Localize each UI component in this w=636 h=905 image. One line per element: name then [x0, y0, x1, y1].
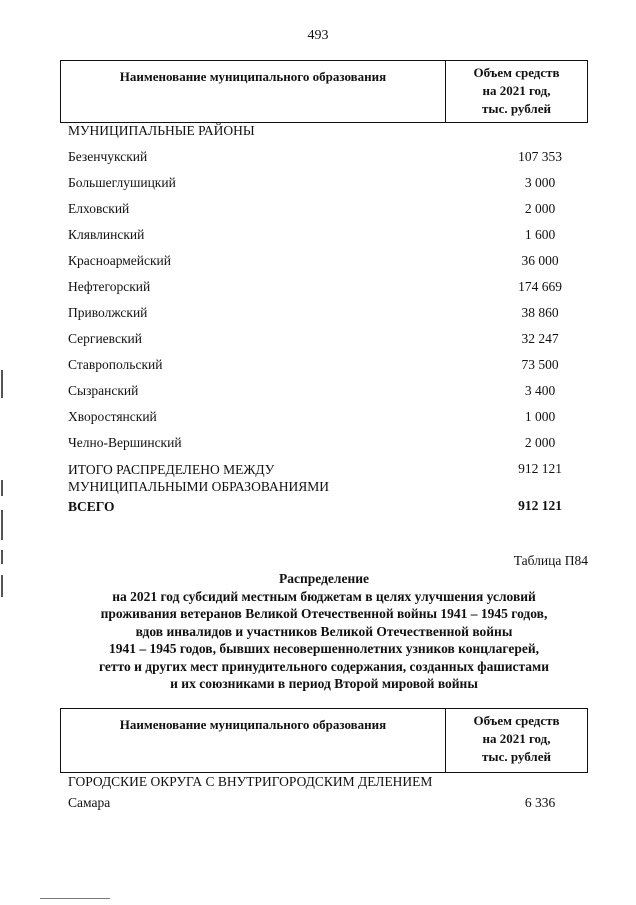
scan-marks — [0, 360, 6, 620]
table2-header — [60, 708, 588, 773]
table2-section-title: ГОРОДСКИЕ ОКРУГА С ВНУТРИГОРОДСКИМ ДЕЛЕНИЕМ — [68, 774, 433, 789]
table2-value-col-header: Объем средств на 2021 год, тыс. рублей — [473, 713, 560, 764]
footer-rule — [40, 898, 110, 899]
table-row: Клявлинский 1 600 — [68, 227, 556, 242]
table-row: Приволжский 38 860 — [68, 305, 559, 320]
table1-name-col-header: Наименование муниципального образования — [61, 61, 446, 122]
table2-caption: Распределение на 2021 год субсидий местным бюджетам в целях улучшения условий проживания ветеранов Великой Отечественной войны 1941 – 1945 годов, вдов инвалидов и участников Великой Отечественной войны 1941 – 1945 годов, бывших несовершеннолетних узников концлагерей, гетто и других мест принудительного содержания, созданных фашистами и их союзниками в период Второй мировой войны — [98, 571, 550, 691]
table-row: Большеглушицкий 3 000 — [68, 175, 556, 190]
table-row: Челно-Вершинский 2 000 — [68, 435, 556, 450]
table2-name-col-header: Наименование муниципального образования — [61, 709, 446, 772]
table-row: Сызранский 3 400 — [68, 383, 556, 398]
table-row: Елховский 2 000 — [68, 201, 556, 216]
table-row: Хворостянский 1 000 — [68, 409, 556, 424]
table-row: Красноармейский 36 000 — [68, 253, 559, 268]
table-row: Самара 6 336 — [68, 795, 556, 810]
table1-distributed-row: ИТОГО РАСПРЕДЕЛЕНО МЕЖДУ МУНИЦИПАЛЬНЫМИ ОБРАЗОВАНИЯМИ 912 121 — [68, 461, 562, 494]
table1-header — [60, 60, 588, 123]
table-row: Нефтегорский 174 669 — [68, 279, 562, 294]
table2-label: Таблица П84 — [513, 553, 588, 568]
page-number: 493 — [307, 28, 329, 43]
table1-total-row: ВСЕГО 912 121 — [68, 498, 562, 514]
table1-section-title: МУНИЦИПАЛЬНЫЕ РАЙОНЫ — [68, 123, 255, 138]
table-row: Ставропольский 73 500 — [68, 357, 559, 372]
table-row: Безенчукский 107 353 — [68, 149, 562, 164]
table1-value-col-header: Объем средств на 2021 год, тыс. рублей — [473, 65, 560, 116]
table-row: Сергиевский 32 247 — [68, 331, 559, 346]
